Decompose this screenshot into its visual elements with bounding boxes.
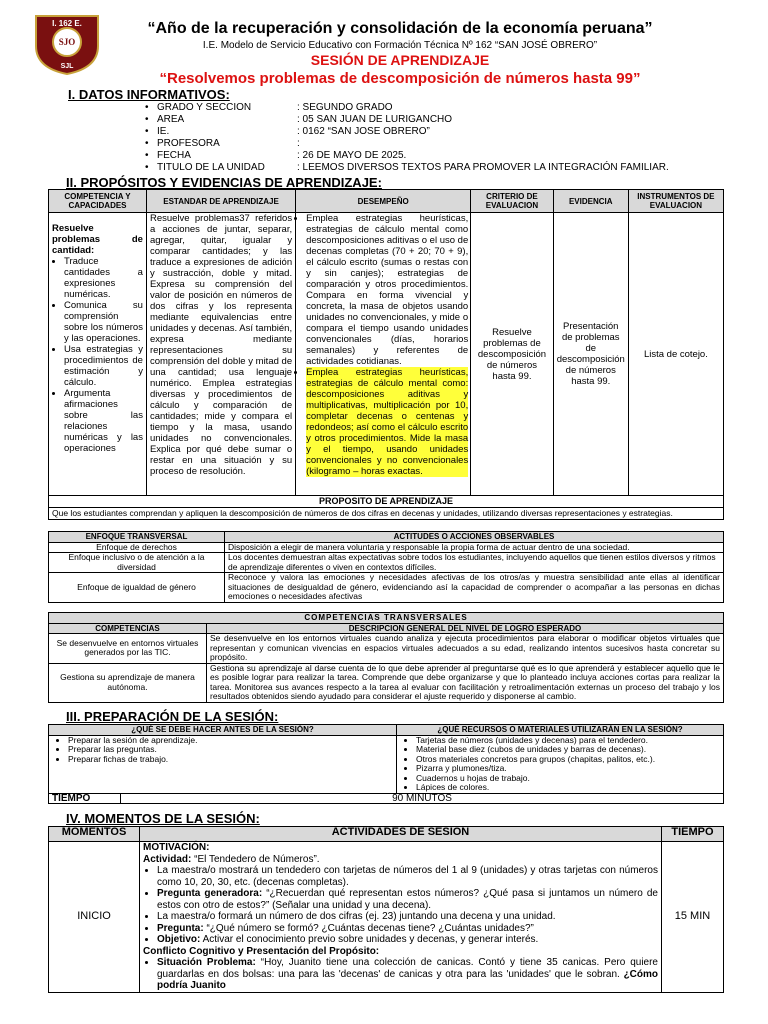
antes-cell <box>49 735 397 793</box>
purposes-table <box>48 189 724 520</box>
info-label: • FECHA <box>145 150 297 162</box>
session-subtitle: “Resolvemos problemas de descomposición de números hasta 99” <box>159 70 641 87</box>
list-item: • Otros materiales concretos para grupos (chapitas, palitos, etc.). <box>416 755 720 765</box>
proposito-heading: PROPOSITO DE APRENDIZAJE <box>49 496 724 508</box>
table-row <box>49 542 724 553</box>
actividades-cell <box>140 842 662 993</box>
transversales-table <box>48 612 724 703</box>
list-item: • Lápices de colores. <box>416 783 720 793</box>
info-value: : LEEMOS DIVERSOS TEXTOS PARA PROMOVER LA INTEGRACIÓN FAMILIAR. <box>297 162 669 173</box>
list-item: • Material base diez (cubos de unidades y barras de decenas). <box>416 745 720 755</box>
col-header: DESEMPEÑO <box>296 190 471 213</box>
competencia-cell <box>49 213 147 496</box>
enfoque-name: Enfoque inclusivo o de atención a la diversidad <box>49 553 225 573</box>
competencia-name: Gestiona su aprendizaje de manera autónoma. <box>49 663 207 702</box>
list-item: • Cuadernos u hojas de trabajo. <box>416 774 720 784</box>
desempeno-item-highlighted: • Emplea estrategias heurísticas, estrategias de cálculo mental como: descomposiciones aditivas y multiplicativas, multiplicación por 10, completar decenas o centenas y redondeos; así como el cálculo escrito y otros procedimientos. Mide la masa y el tiempo, usando unidades convencionales y no convencionales (kilogramo – horas exactas. <box>306 367 468 477</box>
col-header: ¿QUÉ SE DEBE HACER ANTES DE LA SESIÓN? <box>49 725 397 736</box>
info-value: : 0162 “SAN JOSE OBRERO” <box>297 126 430 137</box>
preparation-table <box>48 724 724 804</box>
col-header: ESTANDAR DE APRENDIZAJE <box>146 190 295 213</box>
list-item: • Preparar la sesión de aprendizaje. <box>68 736 393 746</box>
info-row <box>145 162 669 174</box>
conflicto-title: Conflicto Cognitivo y Presentación del Propósito: <box>143 945 380 957</box>
desempeno-item: • Emplea estrategias heurísticas, estrategias de cálculo mental como descomposiciones aditivas o el uso de decenas completas (70 + 20; 70 + 9), el cálculo escrito (sumas o restas con y sin canjes); estrategias de comparación y otros procedimientos. Compara en forma vivencial y concreta, la masa de objetos usando unidades no convencionales, y mide o compara el tiempo usando unidades convencionales (días, horarios semanales) y referentes de actividades cotidianas. <box>306 213 468 367</box>
col-header: EVIDENCIA <box>553 190 628 213</box>
info-label: • TITULO DE LA UNIDAD <box>145 162 297 174</box>
motivacion-title: MOTIVACIÓN: <box>143 842 210 853</box>
info-row <box>145 150 669 162</box>
instrumento-cell: Lista de cotejo. <box>628 213 723 496</box>
info-row <box>145 114 669 126</box>
list-item: • Pregunta generadora: “¿Recuerdan qué representan estos números? ¿Qué pasa si juntamos un número de estos con otro de estos?” (Señalar una unidad y una decena). <box>157 888 658 911</box>
info-label: • IE. <box>145 126 297 138</box>
list-item: • Pregunta: “¿Qué número se formó? ¿Cuántas decenas tiene? ¿Cuántas unidades?” <box>157 923 658 935</box>
info-label: • PROFESORA <box>145 138 297 150</box>
tiempo-cell: 15 MIN <box>662 842 724 993</box>
capacidad-item: • Traduce cantidades a expresiones numéricas. <box>64 256 143 300</box>
list-item: • Preparar las preguntas. <box>68 745 393 755</box>
evidencia-cell: Presentación de problemas de descomposición de números hasta 99. <box>553 213 628 496</box>
proposito-text: Que los estudiantes comprendan y apliquen la descomposición de números de dos cifras en decenas y unidades, utilizando diversas representaciones y estrategias. <box>49 508 724 520</box>
col-header: DESCRIPCION GENERAL DEL NIVEL DE LOGRO ESPERADO <box>207 623 724 634</box>
col-header: ACTITUDES O ACCIONES OBSERVABLES <box>225 532 724 543</box>
estandar-cell: Resuelve problemas37 referidos a acciones de juntar, separar, agregar, quitar, igualar y comparar cantidades; y las traduce a expresiones de adición y sustracción, doble y mitad. Expresa su comprensión del valor de posición en números de dos cifras y los representa mediante equivalencias entre unidades y decenas. Así también, expresa mediante representaciones su comprensión del doble y mitad de una cantidad; usa lenguaje numérico. Emplea estrategias diversas y procedimientos de cálculo y comparación de cantidades; mide y compara el tiempo y la masa, usando unidades no convencionales. Explica por qué debe sumar o restar en una situación y su proceso de resolución. <box>146 213 295 496</box>
school-logo <box>30 12 104 76</box>
session-title: SESIÓN DE APRENDIZAJE <box>310 52 490 68</box>
list-item: • Preparar fichas de trabajo. <box>68 755 393 765</box>
info-value: : <box>297 138 300 149</box>
moments-table <box>48 826 724 993</box>
table-row <box>49 573 724 603</box>
table-row <box>49 634 724 664</box>
col-header: ACTIVIDADES DE SESION <box>140 827 662 842</box>
info-row <box>145 126 669 138</box>
list-item: • Pizarra y plumones/tiza. <box>416 764 720 774</box>
enfoque-actitud: Los docentes demuestran altas expectativas sobre todos los estudiantes, incluyendo aquellos que tienen estilos diversos y ritmos de aprendizaje diferentes o viven en contextos difíciles. <box>225 553 724 573</box>
section-4-heading: IV. MOMENTOS DE LA SESIÓN: <box>66 811 260 826</box>
capacidad-item: • Usa estrategias y procedimientos de estimación y cálculo. <box>64 344 143 388</box>
enfoques-table <box>48 531 724 603</box>
section-1-heading: I. DATOS INFORMATIVOS: <box>68 87 230 102</box>
list-item: • La maestra/o formará un número de dos cifras (ej. 23) juntando una decena y una unidad. <box>157 911 658 923</box>
year-motto: “Año de la recuperación y consolidación de la economía peruana” <box>147 20 653 37</box>
list-item: • Tarjetas de números (unidades y decenas) para el tendedero. <box>416 736 720 746</box>
enfoque-name: Enfoque de igualdad de género <box>49 573 225 603</box>
competencia-descripcion: Gestiona su aprendizaje al darse cuenta de lo que debe aprender al preguntarse qué es lo que aprenderá y establecer aquello que le es posible lograr para realizar la tarea. Comprende que debe organizarse y que lo planteado incluya acciones cortas para realizar la tarea. Monitorea sus avances respecto a la tarea al evaluar con facilitación y retroalimentación externas un proceso del trabajo y los resultados obtenidos siendo ayudado para considerar el ajuste requerido y disponerse al cambio. <box>207 663 724 702</box>
table-row <box>49 553 724 573</box>
col-header: TIEMPO <box>662 827 724 842</box>
info-row <box>145 102 669 114</box>
actividad-line: Actividad: “El Tendedero de Números”. <box>143 853 320 865</box>
logo-mid-text: SJO <box>58 37 76 47</box>
list-item: • Situación Problema: “Hoy, Juanito tiene una colección de canicas. Contó y tiene 35 canicas. Pero quiere guardarlas en dos bolsas: una para las 'decenas' de canicas y otra para las 'unidades' que le sobran. ¿Cómo podría Juanito <box>157 957 658 992</box>
momento-cell: INICIO <box>49 842 140 993</box>
info-row <box>145 138 669 150</box>
enfoque-name: Enfoque de derechos <box>49 542 225 553</box>
info-value: : 26 DE MAYO DE 2025. <box>297 150 407 161</box>
logo-top-text: I. 162 E. <box>52 19 82 28</box>
section-3-heading: III. PREPARACIÓN DE LA SESIÓN: <box>66 709 279 724</box>
capacidad-item: • Argumenta afirmaciones sobre las relaciones numéricas y las operaciones <box>64 388 143 454</box>
info-value: : 05 SAN JUAN DE LURIGANCHO <box>297 114 453 125</box>
capacidad-item: • Comunica su comprensión sobre los números y las operaciones. <box>64 300 143 344</box>
enfoque-actitud: Disposición a elegir de manera voluntaria y responsable la propia forma de actuar dentro de una sociedad. <box>225 542 724 553</box>
transversales-title: COMPETENCIAS TRANSVERSALES <box>49 613 724 624</box>
tiempo-label: TIEMPO <box>49 793 121 804</box>
info-label: • GRADO Y SECCION <box>145 102 297 114</box>
info-label: • AREA <box>145 114 297 126</box>
col-header: INSTRUMENTOS DE EVALUACION <box>628 190 723 213</box>
school-name: I.E. Modelo de Servicio Educativo con Formación Técnica Nº 162 “SAN JOSÉ OBRERO” <box>202 40 598 51</box>
col-header: COMPETENCIAS <box>49 623 207 634</box>
section-2-heading: II. PROPÓSITOS Y EVIDENCIAS DE APRENDIZAJE: <box>66 175 382 190</box>
table-row <box>49 663 724 702</box>
info-list <box>145 102 669 174</box>
col-header: COMPETENCIA Y CAPACIDADES <box>49 190 147 213</box>
criterio-cell: Resuelve problemas de descomposición de números hasta 99. <box>471 213 553 496</box>
enfoque-actitud: Reconoce y valora las emociones y necesidades afectivas de los otros/as y muestra sensibilidad ante ellas al identificar situaciones de desigualdad de género, evidenciando así la capacidad de comprender o acompañar a las personas en dichas emociones o necesidades afectivas <box>225 573 724 603</box>
info-value: : SEGUNDO GRADO <box>297 102 393 113</box>
list-item: • Objetivo: Activar el conocimiento previo sobre unidades y decenas, y generar interés. <box>157 934 658 946</box>
competencia-descripcion: Se desenvuelve en los entornos virtuales cuando analiza y ejecuta procedimientos para elaborar o modificar objetos virtuales que representan y comunican vivencias en espacios virtuales adecuados a su edad, realizando intentos sucesivos hasta concretar su propósito. <box>207 634 724 664</box>
col-header: ENFOQUE TRANSVERSAL <box>49 532 225 543</box>
tiempo-value: 90 MINUTOS <box>121 793 724 804</box>
col-header: CRITERIO DE EVALUACION <box>471 190 553 213</box>
list-item: • La maestra/o mostrará un tendedero con tarjetas de números del 1 al 9 (unidades) y otras tarjetas con números como 10, 20, 30, etc. (decenas completas). <box>157 865 658 888</box>
col-header: ¿QUÉ RECURSOS O MATERIALES UTILIZARÁN EN LA SESIÓN? <box>397 725 724 736</box>
logo-bottom-text: SJL <box>60 63 74 70</box>
competencia-title: Resuelve problemas de cantidad: <box>52 223 143 256</box>
recursos-cell <box>397 735 724 793</box>
col-header: MOMENTOS <box>49 827 140 842</box>
desempeno-cell <box>296 213 471 496</box>
competencia-name: Se desenvuelve en entornos virtuales generados por las TIC. <box>49 634 207 664</box>
